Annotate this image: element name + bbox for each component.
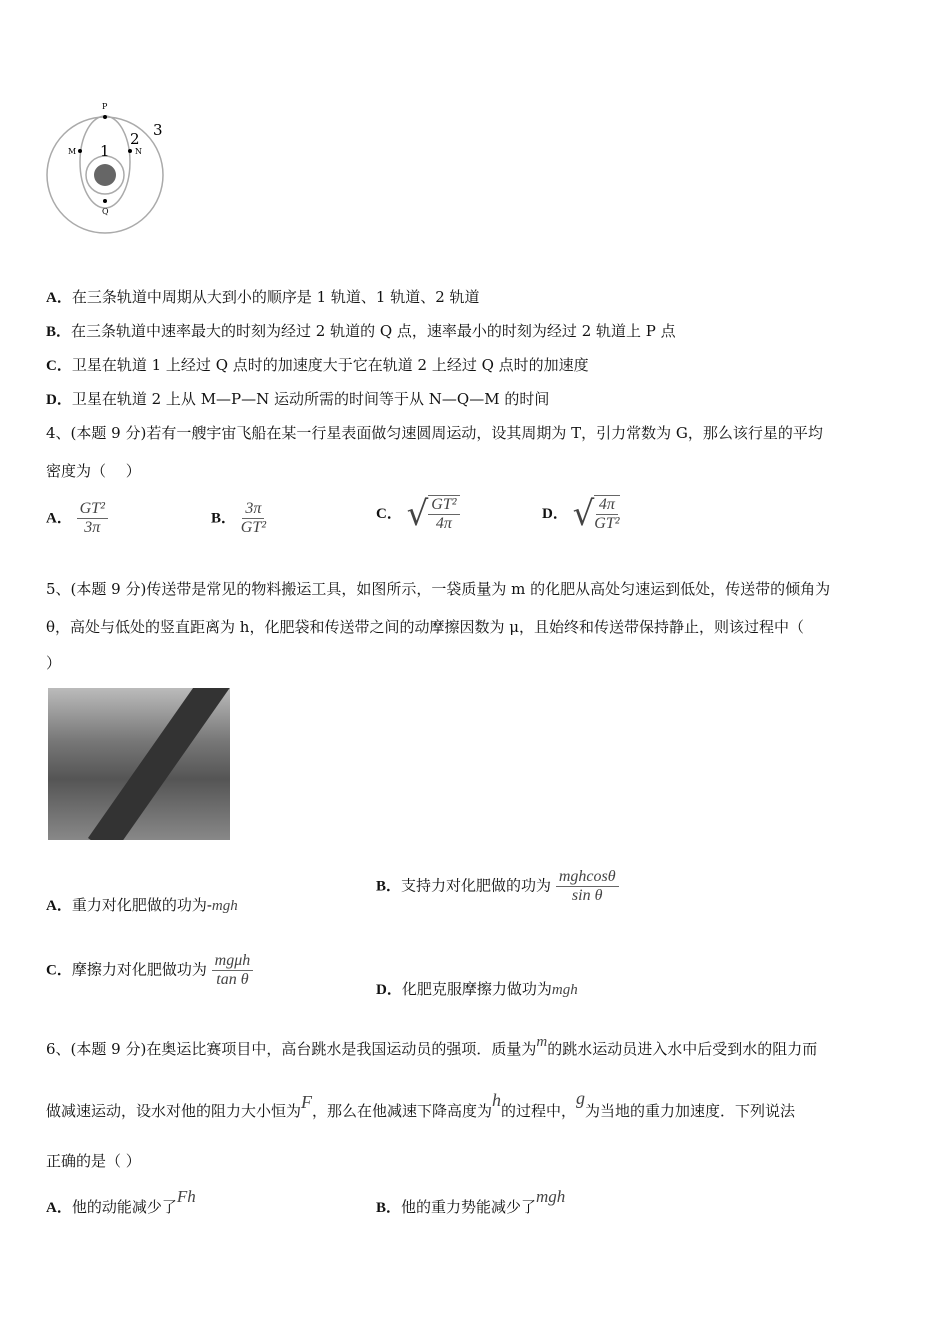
q5-option-c: C．摩擦力对化肥做功为 $\frac{\text{mgμh}}{\text{tan θ}}$ xyxy=(46,952,253,989)
svg-text:2: 2 xyxy=(130,130,140,148)
svg-text:1: 1 xyxy=(100,142,110,160)
q4-option-a: A． $\frac{\text{GT²}}{3\pi}$ xyxy=(46,500,108,537)
q5-stem-2: θ，高处与低处的竖直距离为 h，化肥袋和传送带之间的动摩擦因数为 μ，且始终和传送带保持静止，则该过程中（ xyxy=(46,618,804,636)
q6-stem-3: 正确的是（ ） xyxy=(46,1152,141,1170)
q3-option-b: B．在三条轨道中速率最大的时刻为经过 2 轨道的 Q 点，速率最小的时刻为经过 2 轨道上 P 点 xyxy=(46,322,676,340)
q5-option-a: A．重力对化肥做的功为-mgh xyxy=(46,896,238,914)
svg-text:Q: Q xyxy=(102,207,109,216)
q6-stem: 6、(本题 9 分)在奥运比赛项目中，高台跳水是我国运动员的强项．质量为m的跳水运动员进入水中后受到水的阻力而 xyxy=(46,1034,818,1058)
q3-option-d: D．卫星在轨道 2 上从 M—P—N 运动所需的时间等于从 N—Q—M 的时间 xyxy=(46,390,550,408)
conveyor-belt-photo xyxy=(48,688,230,840)
q3-option-a: A．在三条轨道中周期从大到小的顺序是 1 轨道、1 轨道、2 轨道 xyxy=(46,288,480,306)
q5-stem: 5、(本题 9 分)传送带是常见的物料搬运工具，如图所示，一袋质量为 m 的化肥从高处匀速运到低处，传送带的倾角为 xyxy=(46,580,831,598)
orbit-diagram xyxy=(42,95,177,235)
q3-option-c: C．卫星在轨道 1 上经过 Q 点时的加速度大于它在轨道 2 上经过 Q 点时的加速度 xyxy=(46,356,589,374)
q6-stem-2: 做减速运动，设水对他的阻力大小恒为F，那么在他减速下降高度为h的过程中，g为当地的重力加速度．下列说法 xyxy=(46,1088,796,1120)
q4-option-b: B． $\frac{3\pi}{\text{GT²}}$ xyxy=(211,500,267,536)
q6-option-b: B．他的重力势能减少了mgh xyxy=(376,1187,566,1216)
q5-option-d: D．化肥克服摩擦力做功为mgh xyxy=(376,980,578,998)
q4-option-d: D． √ $\frac{4\pi}{\text{GT²}}$ xyxy=(542,494,620,534)
q5-stem-3: ） xyxy=(46,654,62,672)
q6-option-a: A．他的动能减少了Fh xyxy=(46,1187,196,1216)
q4-option-c: C． √ $\frac{\text{GT²}}{4\pi}$ xyxy=(376,494,460,534)
q4-stem-2: 密度为（ ） xyxy=(46,462,141,480)
svg-text:P: P xyxy=(102,102,108,111)
q5-option-b: B．支持力对化肥做的功为 $\frac{\text{mghcosθ}}{\text{sin θ}}$ xyxy=(376,868,619,905)
svg-text:M: M xyxy=(68,147,77,156)
svg-text:3: 3 xyxy=(153,121,163,139)
svg-text:N: N xyxy=(135,147,142,156)
q4-stem: 4、(本题 9 分)若有一艘宇宙飞船在某一行星表面做匀速圆周运动，设其周期为 T，引力常数为 G，那么该行星的平均 xyxy=(46,424,823,442)
